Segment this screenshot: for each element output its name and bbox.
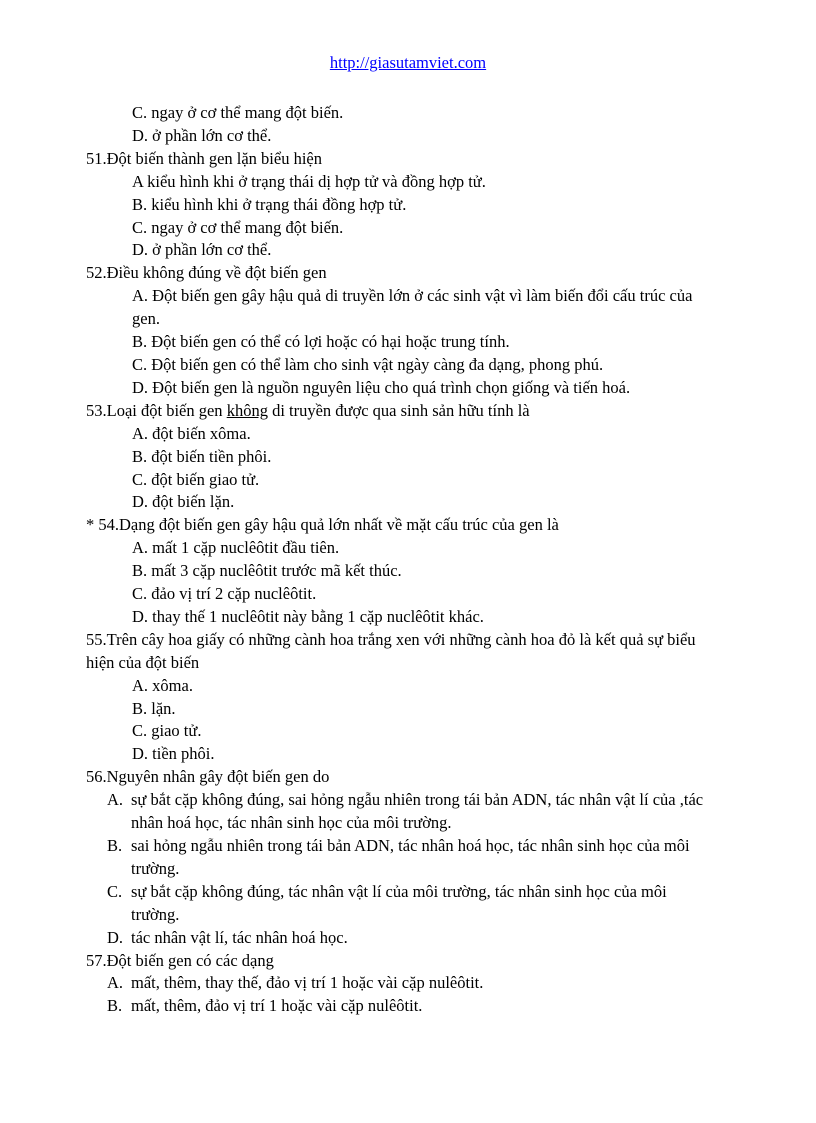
option-line: C. ngay ở cơ thể mang đột biến.: [132, 103, 344, 122]
q56-option-c: [86, 881, 786, 927]
q56-option-b-line2: trường.: [131, 858, 180, 878]
q51-option-d: D. ở phần lớn cơ thể.: [132, 240, 272, 260]
q53-option-b: B. đột biến tiền phôi.: [132, 446, 272, 466]
q56-option-d-line1: tác nhân vật lí, tác nhân hoá học.: [131, 927, 348, 947]
q56-option-a-line2: nhân hoá học, tác nhân sinh học của môi trường.: [131, 813, 452, 833]
q57-option-b: [86, 995, 786, 1018]
q53-option-c: C. đột biến giao tử.: [132, 469, 260, 489]
q53-option-a: A. đột biến xôma.: [132, 423, 251, 443]
q56-option-c-line1: sự bắt cặp không đúng, tác nhân vật lí của môi trường, tác nhân sinh học của môi: [131, 881, 667, 901]
q55-option-b: B. lặn.: [132, 698, 176, 718]
q57-option-b-letter: B.: [107, 996, 123, 1016]
q51-option-b: B. kiểu hình khi ở trạng thái đồng hợp tử.: [132, 194, 407, 214]
q57-option-a-text: mất, thêm, thay thế, đảo vị trí 1 hoặc vài cặp nulêôtit.: [131, 973, 484, 993]
q52-option-d: D. Đột biến gen là nguồn nguyên liệu cho quá trình chọn giống và tiến hoá.: [132, 377, 631, 397]
q52-option-a-line2: gen.: [132, 309, 160, 329]
q56-option-c-line2: trường.: [131, 904, 180, 924]
q53-prefix: 53.Loại đột biến gen: [86, 400, 227, 420]
q53-option-d: D. đột biến lặn.: [132, 492, 235, 512]
option-line: D. ở phần lớn cơ thể.: [132, 125, 272, 145]
question-54: * 54.Dạng đột biến gen gây hậu quả lớn nhất về mặt cấu trúc của gen là: [86, 515, 559, 535]
q56-option-a: [86, 789, 786, 835]
q54-option-c: C. đảo vị trí 2 cặp nuclêôtit.: [132, 584, 317, 604]
q57-option-b-text: mất, thêm, đảo vị trí 1 hoặc vài cặp nulêôtit.: [131, 996, 423, 1016]
question-52: 52.Điều không đúng về đột biến gen: [86, 263, 327, 283]
q52-option-b: B. Đột biến gen có thể có lợi hoặc có hại hoặc trung tính.: [132, 332, 510, 352]
q52-option-a-line1: A. Đột biến gen gây hậu quả di truyền lớn ở các sinh vật vì làm biến đổi cấu trúc của: [132, 286, 693, 306]
q53-suffix: di truyền được qua sinh sản hữu tính là: [267, 400, 530, 420]
q56-option-b: [86, 835, 786, 881]
question-53: [86, 400, 786, 423]
q56-option-c-letter: C.: [107, 881, 123, 901]
q54-option-a: A. mất 1 cặp nuclêôtit đầu tiên.: [132, 538, 340, 558]
q57-option-a-letter: A.: [107, 973, 124, 993]
question-51: 51.Đột biến thành gen lặn biểu hiện: [86, 148, 322, 168]
question-55-line2: hiện của đột biến: [86, 652, 200, 672]
document-content: [86, 102, 786, 1018]
q57-option-a: [86, 972, 786, 995]
q54-option-d: D. thay thế 1 nuclêôtit này bằng 1 cặp nuclêôtit khác.: [132, 606, 484, 626]
q53-underlined-word: không: [226, 400, 268, 420]
q56-option-b-letter: B.: [107, 836, 123, 855]
question-56: 56.Nguyên nhân gây đột biến gen do: [86, 767, 330, 787]
q55-option-a: A. xôma.: [132, 675, 193, 695]
q56-option-a-letter: A.: [107, 790, 124, 810]
q56-option-a-line1: sự bắt cặp không đúng, sai hỏng ngẫu nhiên trong tái bản ADN, tác nhân vật lí của ,tác: [131, 790, 704, 810]
question-57: 57.Đột biến gen có các dạng: [86, 950, 274, 970]
q56-option-b-line1: sai hỏng ngẫu nhiên trong tái bản ADN, tác nhân hoá học, tác nhân sinh học của môi: [131, 836, 690, 855]
q55-option-c: C. giao tử.: [132, 721, 202, 741]
q55-option-d: D. tiền phôi.: [132, 744, 215, 764]
q52-option-c: C. Đột biến gen có thể làm cho sinh vật ngày càng đa dạng, phong phú.: [132, 354, 604, 374]
question-55-line1: 55.Trên cây hoa giấy có những cành hoa trắng xen với những cành hoa đỏ là kết quả sự biểu: [86, 629, 696, 649]
q56-option-d-letter: D.: [107, 927, 124, 947]
q56-option-d: [86, 927, 786, 950]
q51-option-a: A kiểu hình khi ở trạng thái dị hợp tử và đồng hợp tử.: [132, 171, 486, 191]
q54-option-b: B. mất 3 cặp nuclêôtit trước mã kết thúc.: [132, 561, 402, 581]
header-link[interactable]: http://giasutamviet.com: [329, 53, 487, 72]
q51-option-c: C. ngay ở cơ thể mang đột biến.: [132, 217, 344, 237]
